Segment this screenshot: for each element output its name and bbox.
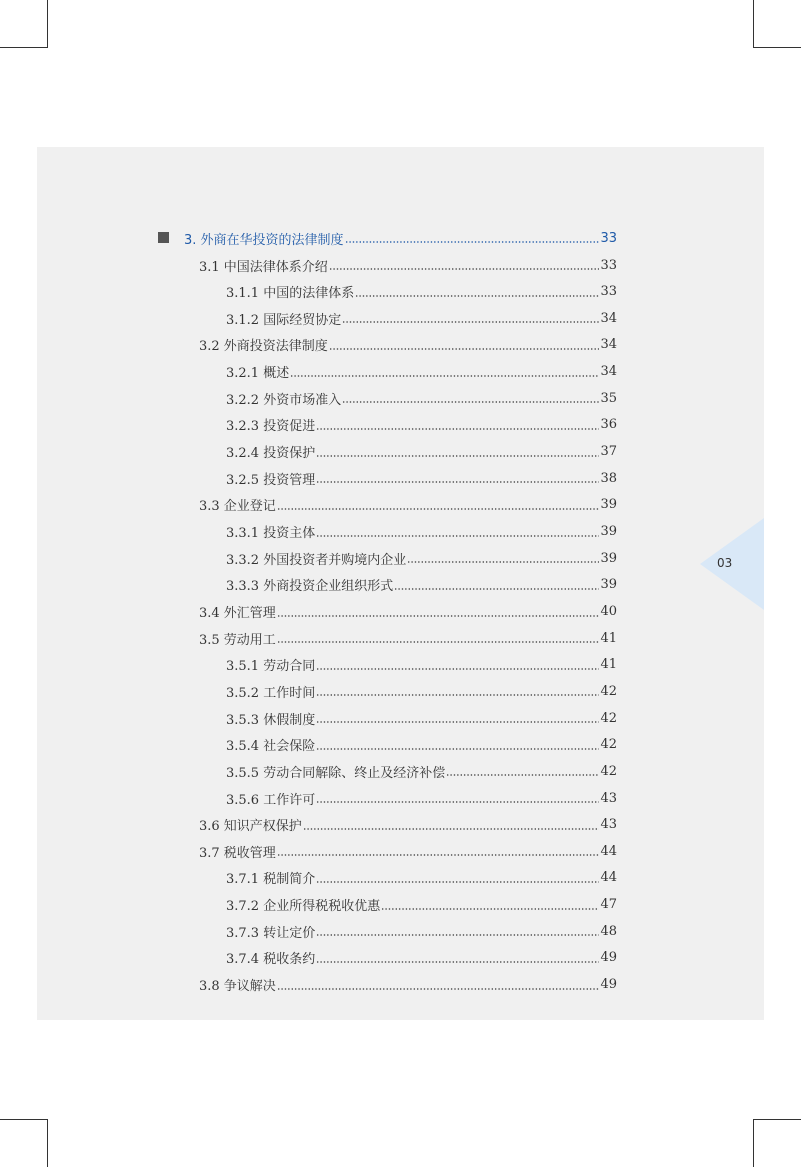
toc-entry-page: 49 [600,977,617,992]
toc-entry-page: 43 [600,817,617,833]
toc-entry-title: 3.5.2 工作时间 [226,685,316,701]
toc-entry-title: 3.2.1 概述 [226,366,290,382]
crop-mark-top-left-horizontal [0,47,48,48]
toc-leader-dots [277,641,600,643]
toc-entry-title: 3.2.5 投资管理 [226,472,316,488]
toc-entry-row[interactable] [226,681,617,701]
toc-entry-row[interactable] [199,495,617,515]
toc-leader-dots [407,561,599,563]
toc-chapter-title: 3. 外商在华投资的法律制度 [184,232,344,248]
toc-entry-title: 3.7.2 企业所得税税收优惠 [226,899,381,915]
toc-leader-dots [277,988,600,990]
toc-leader-dots [355,295,599,297]
toc-entry-page: 49 [600,950,617,966]
toc-entry-row[interactable] [226,948,617,968]
crop-mark-bottom-right-horizontal [753,1119,801,1120]
toc-leader-dots [277,508,600,510]
toc-entry-row[interactable] [226,895,617,915]
toc-entry-row[interactable] [199,335,617,355]
toc-leader-dots [316,694,599,696]
toc-entry-page: 42 [600,763,617,779]
toc-leader-dots [345,241,600,243]
toc-entry-title: 3.2 外商投资法律制度 [199,339,328,355]
toc-leader-dots [316,961,599,963]
crop-mark-bottom-right-vertical [753,1119,754,1167]
toc-entry-row[interactable] [199,815,617,835]
toc-entry-title: 3.3.1 投资主体 [226,526,316,541]
toc-entry-page: 34 [600,310,617,326]
toc-entry-title: 3.1.1 中国的法律体系 [226,286,355,302]
toc-leader-dots [277,854,600,856]
toc-entry-page: 43 [600,790,617,806]
chapter-bullet-square-icon [158,232,169,243]
toc-entry-title: 3.7.4 税收条约 [226,952,316,968]
toc-entry-title: 3.2.2 外资市场准入 [226,392,342,408]
toc-leader-dots [381,908,599,910]
toc-entry-row[interactable] [226,708,617,728]
toc-entry-page: 34 [600,364,617,380]
toc-entry-title: 3.7.3 转让定价 [226,925,316,941]
toc-entry-title: 3.8 争议解决 [199,979,276,994]
toc-entry-title: 3.7 税收管理 [199,845,276,861]
toc-entry-title: 3.3 企业登记 [199,499,276,515]
toc-entry-page: 41 [600,630,617,646]
toc-entry-row[interactable] [226,522,617,542]
toc-leader-dots [316,934,599,936]
toc-entry-title: 3.5.4 社会保险 [226,739,316,755]
toc-entry-page: 42 [600,710,617,726]
toc-leader-dots [394,588,599,590]
toc-leader-dots [316,748,599,750]
toc-entry-title: 3.5.1 劳动合同 [226,659,316,675]
toc-leader-dots [303,828,600,830]
toc-entry-page: 44 [600,870,617,886]
toc-leader-dots [342,321,599,323]
toc-entry-title: 3.5 劳动用工 [199,632,276,648]
toc-entry-page: 33 [600,284,617,300]
toc-entry-title: 3.6 知识产权保护 [199,819,302,835]
toc-entry-page: 39 [600,577,617,593]
toc-entry-row[interactable] [226,442,617,462]
toc-entry-row[interactable] [226,735,617,755]
toc-leader-dots [316,801,599,803]
toc-entry-title: 3.2.4 投资保护 [226,446,316,461]
crop-mark-top-right-vertical [753,0,754,48]
toc-chapter-page: 33 [600,230,617,246]
toc-entry-row[interactable] [199,841,617,861]
toc-entry-row[interactable] [226,575,617,595]
toc-entry-row[interactable] [199,255,617,275]
toc-entry-row[interactable] [226,362,617,382]
toc-leader-dots [316,668,599,670]
toc-leader-dots [316,481,599,483]
toc-entry-row[interactable] [226,468,617,488]
crop-mark-bottom-left-horizontal [0,1119,48,1120]
toc-entry-page: 42 [600,683,617,699]
toc-entry-row[interactable] [226,282,617,302]
toc-leader-dots [316,428,599,430]
toc-leader-dots [316,535,599,537]
toc-entry-page: 38 [600,470,617,486]
toc-entry-title: 3.2.3 投资促进 [226,419,316,435]
toc-entry-page: 39 [600,550,617,566]
toc-entry-page: 35 [600,390,617,406]
toc-entry-page: 44 [600,843,617,859]
toc-entry-title: 3.1 中国法律体系介绍 [199,259,328,275]
crop-mark-bottom-left-vertical [47,1119,48,1167]
toc-leader-dots [316,881,599,883]
side-tab-label: 03 [717,556,733,570]
crop-mark-top-right-horizontal [753,47,801,48]
toc-leader-dots [316,455,599,457]
toc-leader-dots [342,401,599,403]
toc-leader-dots [329,348,600,350]
toc-entry-title: 3.1.2 国际经贸协定 [226,312,342,328]
toc-leader-dots [316,721,599,723]
toc-entry-row[interactable] [226,548,617,568]
toc-entry-row[interactable] [199,602,617,622]
toc-leader-dots [277,615,600,617]
toc-leader-dots [290,375,599,377]
toc-entry-title: 3.3.3 外商投资企业组织形式 [226,579,394,595]
crop-mark-top-left-vertical [47,0,48,48]
toc-entry-row[interactable] [226,921,617,941]
toc-entry-row[interactable] [226,415,617,435]
toc-entry-page: 39 [600,524,617,539]
toc-entry-page: 40 [600,604,617,619]
toc-entry-page: 33 [600,257,617,273]
toc-entry-title: 3.3.2 外国投资者并购境内企业 [226,552,407,568]
toc-entry-row[interactable] [199,975,617,995]
toc-entry-page: 41 [600,657,617,673]
toc-entry-page: 42 [600,737,617,753]
toc-entry-page: 36 [600,417,617,433]
toc-entry-title: 3.5.6 工作许可 [226,792,316,808]
toc-entry-row[interactable] [226,388,617,408]
toc-entry-page: 34 [600,337,617,353]
toc-entry-row[interactable] [226,868,617,888]
toc-entry-title: 3.5.3 休假制度 [226,712,316,728]
toc-entry-row[interactable] [226,655,617,675]
chapter-side-tab [700,518,764,610]
toc-chapter-row[interactable] [184,228,617,248]
toc-entry-title: 3.5.5 劳动合同解除、终止及经济补偿 [226,765,446,781]
toc-entry-title: 3.4 外汇管理 [199,606,276,621]
toc-leader-dots [446,774,599,776]
toc-entry-page: 47 [600,897,617,913]
toc-entry-page: 37 [600,444,617,459]
toc-entry-row[interactable] [226,788,617,808]
toc-leader-dots [329,268,600,270]
toc-entry-row[interactable] [226,761,617,781]
toc-entry-page: 48 [600,923,617,939]
toc-entry-page: 39 [600,497,617,513]
toc-entry-row[interactable] [226,308,617,328]
toc-entry-row[interactable] [199,628,617,648]
toc-entry-title: 3.7.1 税制简介 [226,872,316,888]
